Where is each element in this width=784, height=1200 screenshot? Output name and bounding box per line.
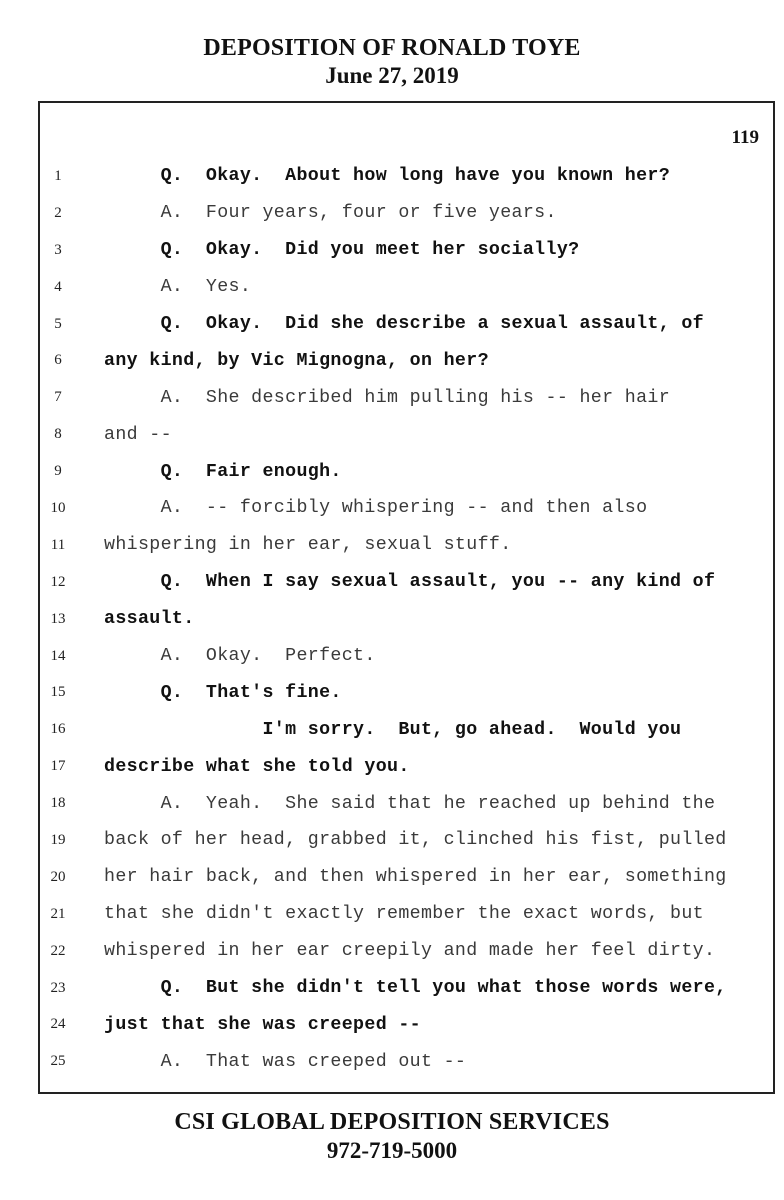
line-number: 21 <box>50 905 66 922</box>
line-number: 25 <box>50 1053 66 1070</box>
transcript-line <box>40 564 773 601</box>
question-text: Q. When I say sexual assault, you -- any kind of <box>104 572 716 593</box>
line-number: 15 <box>50 684 66 701</box>
transcript-line <box>40 748 773 785</box>
transcript-line <box>40 822 773 859</box>
line-number: 3 <box>54 241 62 258</box>
transcript-line <box>40 601 773 638</box>
answer-text: A. Yes. <box>104 277 252 298</box>
transcript-line <box>40 785 773 822</box>
question-text: Q. Okay. Did you meet her socially? <box>104 240 580 261</box>
transcript-lines <box>40 158 773 1080</box>
page-number: 119 <box>731 127 759 148</box>
question-text: just that she was creeped -- <box>104 1014 421 1035</box>
transcript-line <box>40 896 773 933</box>
transcript-line <box>40 970 773 1007</box>
question-text: any kind, by Vic Mignogna, on her? <box>104 350 489 371</box>
transcript-line <box>40 342 773 379</box>
transcript-line <box>40 490 773 527</box>
answer-text: A. Okay. Perfect. <box>104 646 376 667</box>
line-number: 23 <box>50 979 66 996</box>
line-number: 18 <box>50 795 66 812</box>
transcript-line <box>40 1006 773 1043</box>
line-number: 1 <box>54 167 62 184</box>
transcript-line <box>40 158 773 195</box>
answer-text: A. -- forcibly whispering -- and then also <box>104 498 648 519</box>
company-phone: 972-719-5000 <box>326 1138 458 1163</box>
transcript-line <box>40 306 773 343</box>
transcript-line <box>40 453 773 490</box>
question-text: Q. But she didn't tell you what those words were, <box>104 978 727 999</box>
transcript-line <box>40 711 773 748</box>
transcript-line <box>40 379 773 416</box>
transcript-page <box>38 101 775 1094</box>
answer-text: and -- <box>104 424 172 445</box>
question-text: describe what she told you. <box>104 756 410 777</box>
transcript-line <box>40 527 773 564</box>
line-number: 22 <box>50 942 66 959</box>
line-number: 10 <box>50 499 66 516</box>
answer-text: her hair back, and then whispered in her ear, something <box>104 867 727 888</box>
question-text: Q. Fair enough. <box>104 461 342 482</box>
transcript-line <box>40 195 773 232</box>
answer-text: that she didn't exactly remember the exact words, but <box>104 904 704 925</box>
line-number: 8 <box>54 426 62 443</box>
transcript-line <box>40 416 773 453</box>
transcript-line <box>40 674 773 711</box>
answer-text: whispering in her ear, sexual stuff. <box>104 535 512 556</box>
transcript-line <box>40 933 773 970</box>
answer-text: A. Four years, four or five years. <box>104 203 557 224</box>
answer-text: A. She described him pulling his -- her hair <box>104 387 671 408</box>
question-text: Q. Okay. Did she describe a sexual assault, of <box>104 314 704 334</box>
line-number: 16 <box>50 721 66 738</box>
document-header <box>0 34 784 90</box>
question-text: Q. That's fine. <box>104 682 342 703</box>
answer-text: back of her head, grabbed it, clinched his fist, pulled <box>104 830 727 851</box>
company-name: CSI GLOBAL DEPOSITION SERVICES <box>174 1109 610 1135</box>
transcript-line <box>40 638 773 675</box>
line-number: 24 <box>50 1016 66 1033</box>
transcript-line <box>40 269 773 306</box>
question-text: assault. <box>104 609 195 630</box>
deposition-title: DEPOSITION OF RONALD TOYE <box>203 35 581 61</box>
line-number: 6 <box>54 352 62 369</box>
transcript-line <box>40 1043 773 1080</box>
line-number: 5 <box>54 315 62 332</box>
document-footer <box>0 1108 784 1166</box>
answer-text: A. That was creeped out -- <box>104 1051 467 1072</box>
line-number: 9 <box>54 463 62 480</box>
transcript-line <box>40 859 773 896</box>
line-number: 2 <box>54 204 62 221</box>
line-number: 17 <box>50 758 66 775</box>
question-text: Q. Okay. About how long have you known her? <box>104 166 671 187</box>
line-number: 7 <box>54 389 62 406</box>
line-number: 4 <box>54 278 62 295</box>
line-number: 20 <box>50 868 66 885</box>
answer-text: whispered in her ear creepily and made her feel dirty. <box>104 941 716 962</box>
line-number: 13 <box>50 610 66 627</box>
line-number: 14 <box>50 647 66 664</box>
answer-text: A. Yeah. She said that he reached up behind the <box>104 793 716 814</box>
line-number: 11 <box>50 536 66 553</box>
line-number: 12 <box>50 573 66 590</box>
line-number: 19 <box>50 831 66 848</box>
transcript-line <box>40 232 773 269</box>
question-text: I'm sorry. But, go ahead. Would you <box>104 719 682 740</box>
deposition-date: June 27, 2019 <box>325 63 459 88</box>
